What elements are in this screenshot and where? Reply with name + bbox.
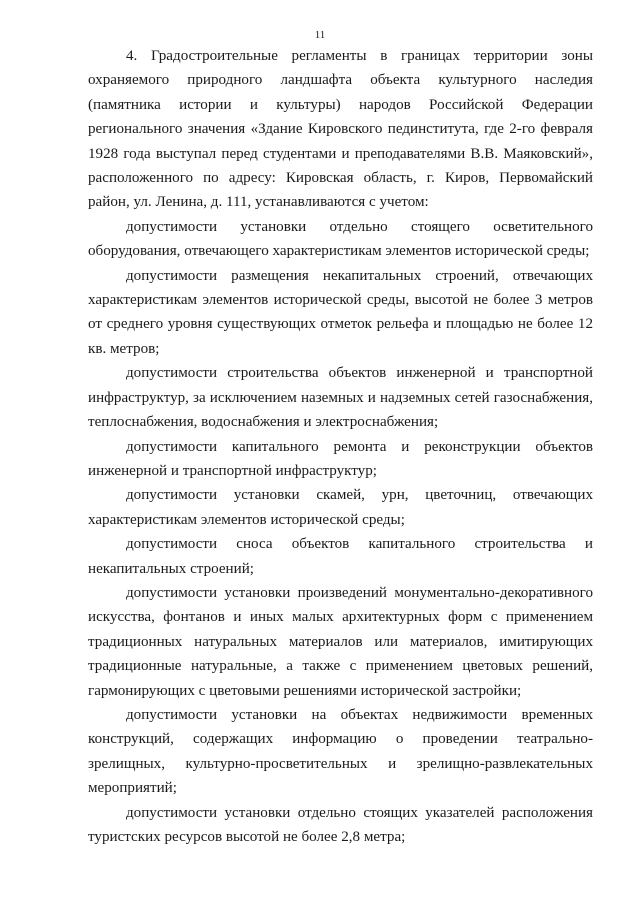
paragraph-infrastructure-repair: допустимости капитального ремонта и реконструкции объектов инженерной и транспортной инфраструктур; xyxy=(88,438,593,479)
document-body xyxy=(88,44,593,849)
paragraph-temporary-info-structures: допустимости установки на объектах недвижимости временных конструкций, содержащих информацию о проведении театрально-зрелищных, культурно-просветительных и зрелищно-развлекательных мероприятий; xyxy=(88,706,593,797)
paragraph-regulations-intro: 4. Градостроительные регламенты в границах территории зоны охраняемого природного ландшафта объекта культурного наследия (памятника истории и культуры) народов Российской Федерации регионального значения «Здание Кировского пединститута, где 2-го февраля 1928 года выступал перед студентами и преподавателями В.В. Маяковский», расположенного по адресу: Кировская область, г. Киров, Первомайский район, ул. Ленина, д. 111, устанавливаются с учетом: xyxy=(88,48,593,211)
paragraph-lighting-equipment: допустимости установки отдельно стоящего осветительного оборудования, отвечающего характеристикам элементов исторической среды; xyxy=(88,218,593,260)
paragraph-demolition: допустимости сноса объектов капитального строительства и некапитальных строений; xyxy=(88,536,593,577)
paragraph-temporary-structures: допустимости размещения некапитальных строений, отвечающих характеристикам элементов исторической среды, высотой не более 3 метров от среднего уровня существующих отметок рельефа и площадью не более 12 кв. метров; xyxy=(88,267,593,357)
paragraph-infrastructure-construction: допустимости строительства объектов инженерной и транспортной инфраструктур, за исключением наземных и надземных сетей газоснабжения, теплоснабжения, водоснабжения и электроснабжения; xyxy=(88,365,593,431)
paragraph-monumental-art: допустимости установки произведений монументально-декоративного искусства, фонтанов и иных малых архитектурных форм с применением традиционных натуральных материалов или материалов, имитирующих традиционные натуральные, а также с применением цветовых решений, гармонирующих с цветовыми решениями исторической застройки; xyxy=(88,584,593,699)
paragraph-benches-urns: допустимости установки скамей, урн, цветочниц, отвечающих характеристикам элементов исторической среды; xyxy=(88,487,593,528)
paragraph-tourist-signs: допустимости установки отдельно стоящих указателей расположения туристских ресурсов высотой не более 2,8 метра; xyxy=(88,804,593,845)
page-number: 11 xyxy=(314,29,326,41)
